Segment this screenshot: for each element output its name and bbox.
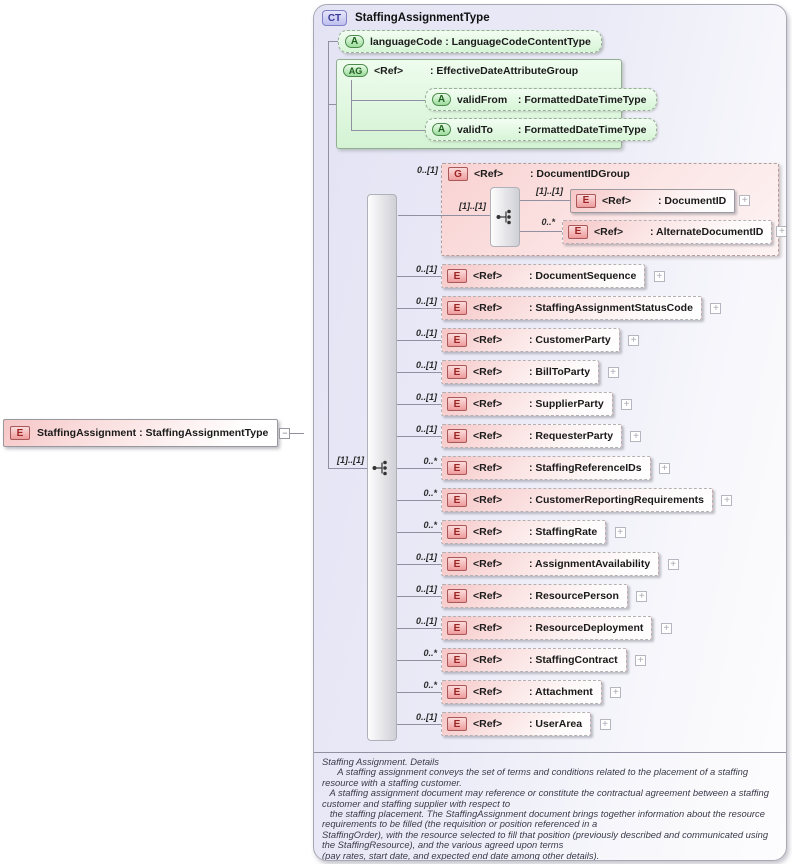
expand-icon[interactable]: + <box>608 367 619 378</box>
cardinality-label: 0..* <box>423 648 437 658</box>
collapse-toggle-icon[interactable]: − <box>279 428 290 439</box>
expand-icon[interactable]: + <box>739 195 750 206</box>
sequence-icon <box>495 208 515 226</box>
attribute-validfrom[interactable] <box>425 88 657 111</box>
element-row-8 <box>423 520 732 544</box>
complex-type-badge[interactable]: CT <box>322 10 347 26</box>
element-box-alternatedocumentid[interactable] <box>562 220 772 244</box>
element-type: : DocumentID <box>658 194 727 207</box>
attribute-validto[interactable] <box>425 118 657 141</box>
element-box[interactable] <box>441 392 613 416</box>
cardinality-label: 0..[1] <box>416 165 438 175</box>
element-badge: E <box>447 589 467 603</box>
element-row-0 <box>415 264 732 288</box>
element-box[interactable] <box>441 328 620 352</box>
element-box[interactable] <box>441 552 659 576</box>
expand-icon[interactable]: + <box>635 655 646 666</box>
element-row-12 <box>423 648 732 672</box>
documentation-line: the staffing placement. The StaffingAssignment document brings together information about the resource <box>322 808 765 820</box>
connector-line <box>328 468 372 469</box>
element-box[interactable] <box>441 360 599 384</box>
expand-icon[interactable]: + <box>600 719 611 730</box>
complex-type-header <box>322 10 490 26</box>
element-row-2 <box>415 328 732 352</box>
element-box[interactable] <box>441 520 606 544</box>
element-box[interactable] <box>441 488 713 512</box>
element-badge: E <box>447 397 467 411</box>
ref-label: <Ref> <box>473 654 503 666</box>
ref-label: <Ref> <box>473 622 503 634</box>
ref-label: <Ref> <box>473 334 503 346</box>
element-badge: E <box>447 301 467 315</box>
element-type: : AlternateDocumentID <box>650 225 764 238</box>
expand-icon[interactable]: + <box>636 591 647 602</box>
expand-icon[interactable]: + <box>776 226 787 237</box>
group-badge: G <box>448 167 468 181</box>
root-element-box[interactable] <box>3 419 278 447</box>
element-badge: E <box>447 653 467 667</box>
cardinality-label: 0..* <box>423 456 437 466</box>
element-row-9 <box>415 552 732 576</box>
element-box[interactable] <box>441 616 652 640</box>
ref-label: <Ref> <box>473 462 503 474</box>
attribute-languagecode[interactable] <box>338 30 602 53</box>
ref-label: <Ref> <box>594 225 624 238</box>
attribute-rail-line <box>328 41 329 469</box>
sequence-icon <box>371 459 391 477</box>
element-type: : CustomerParty <box>529 334 611 346</box>
element-badge: E <box>576 194 596 208</box>
cardinality-label: [1]..[1] <box>536 186 563 196</box>
expand-icon[interactable]: + <box>710 303 721 314</box>
expand-icon[interactable]: + <box>721 495 732 506</box>
attribute-badge: A <box>432 93 451 106</box>
expand-icon[interactable]: + <box>621 399 632 410</box>
connector-line <box>351 100 425 101</box>
element-row-documentid <box>536 186 750 213</box>
connector-line <box>442 215 490 216</box>
element-type: : CustomerReportingRequirements <box>529 494 705 506</box>
element-badge: E <box>447 621 467 635</box>
connector-line <box>351 130 425 131</box>
element-badge: E <box>447 333 467 347</box>
element-badge: E <box>447 493 467 507</box>
ref-label: <Ref> <box>473 270 503 282</box>
element-row-alternatedocumentid <box>541 217 787 244</box>
expand-icon[interactable]: + <box>661 623 672 634</box>
element-box[interactable] <box>441 264 645 288</box>
attribute-name: validFrom <box>457 93 508 106</box>
ref-label: <Ref> <box>474 168 504 180</box>
cardinality-label: 0..[1] <box>415 424 437 434</box>
ref-label: <Ref> <box>473 398 503 410</box>
cardinality-label: 0..* <box>541 217 555 227</box>
element-row-14 <box>415 712 732 736</box>
cardinality-label: 0..[1] <box>415 360 437 370</box>
root-element-label: StaffingAssignment : StaffingAssignmentType <box>37 427 269 439</box>
element-type: : RequesterParty <box>529 430 614 442</box>
element-type: : DocumentSequence <box>529 270 637 282</box>
element-row-3 <box>415 360 732 384</box>
group-header <box>448 167 778 181</box>
element-type: : StaffingRate <box>529 526 598 538</box>
documentation-line: StaffingOrder), with the resource selected to fill that position (previously described and communicated using <box>322 828 769 840</box>
element-badge: E <box>447 269 467 283</box>
attribute-type: : LanguageCodeContentType <box>442 35 591 48</box>
element-box[interactable] <box>441 680 602 704</box>
expand-icon[interactable]: + <box>654 271 665 282</box>
element-box[interactable] <box>441 424 622 448</box>
element-type: : StaffingReferenceIDs <box>529 462 642 474</box>
element-box[interactable] <box>441 456 651 480</box>
element-type: : ResourcePerson <box>529 590 619 602</box>
element-type: : StaffingContract <box>529 654 618 666</box>
element-type: : StaffingAssignmentStatusCode <box>529 302 693 314</box>
element-row-7 <box>423 488 732 512</box>
element-badge: E <box>447 429 467 443</box>
element-type: : ResourceDeployment <box>529 622 644 634</box>
attribute-name: validTo <box>457 123 493 136</box>
ref-label: <Ref> <box>473 686 503 698</box>
element-badge: E <box>447 557 467 571</box>
element-type: : BillToParty <box>529 366 591 378</box>
element-type: : UserArea <box>529 718 583 730</box>
element-type: : AssignmentAvailability <box>529 558 651 570</box>
attribute-badge: A <box>432 123 451 136</box>
complex-type-title: StaffingAssignmentType <box>355 12 490 24</box>
connector-line <box>351 80 352 130</box>
ref-label: <Ref> <box>473 302 503 314</box>
element-badge: E <box>447 461 467 475</box>
documentation-line: A staffing assignment document may reference or constitute the contractual agreement between a staffing <box>322 787 769 799</box>
element-type: : SupplierParty <box>529 398 604 410</box>
root-element-row <box>3 419 304 447</box>
element-box-documentid[interactable] <box>570 189 735 213</box>
element-row-5 <box>415 424 732 448</box>
documentation-line: (pay rates, start date, and expected end date among other details). <box>322 849 600 861</box>
element-row-6 <box>423 456 732 480</box>
element-badge: E <box>447 525 467 539</box>
attribute-group-type: : EffectiveDateAttributeGroup <box>430 64 579 77</box>
element-box[interactable] <box>441 296 702 320</box>
element-box[interactable] <box>441 584 628 608</box>
cardinality-label: 0..[1] <box>415 616 437 626</box>
documentation-line: Staffing Assignment. Details <box>322 756 439 767</box>
expand-icon[interactable]: + <box>628 335 639 346</box>
cardinality-label: 0..[1] <box>415 712 437 722</box>
element-box[interactable] <box>441 712 591 736</box>
cardinality-label: 0..[1] <box>415 328 437 338</box>
element-box[interactable] <box>441 648 627 672</box>
cardinality-label: 0..* <box>423 488 437 498</box>
element-row-11 <box>415 616 732 640</box>
element-badge: E <box>447 685 467 699</box>
element-row-13 <box>423 680 732 704</box>
ref-label: <Ref> <box>374 64 404 77</box>
connector-line <box>328 41 338 42</box>
ref-label: <Ref> <box>602 194 632 207</box>
attribute-group-badge: AG <box>343 64 368 77</box>
element-type: : Attachment <box>529 686 593 698</box>
cardinality-label: 0..* <box>423 680 437 690</box>
attribute-group-header <box>343 64 613 77</box>
cardinality-label: 0..[1] <box>415 584 437 594</box>
ref-label: <Ref> <box>473 430 503 442</box>
connector-line <box>290 433 304 434</box>
cardinality-label: 0..[1] <box>415 392 437 402</box>
sequence-cardinality-label: [1]..[1] <box>337 455 364 465</box>
group-type: : DocumentIDGroup <box>530 168 630 180</box>
documentation-line: resource with a staffing customer. <box>322 776 462 788</box>
attribute-name: languageCode <box>370 35 443 48</box>
ref-label: <Ref> <box>473 366 503 378</box>
attribute-badge: A <box>345 35 364 48</box>
cardinality-label: [1]..[1] <box>459 201 486 211</box>
element-badge: E <box>447 365 467 379</box>
cardinality-label: 0..* <box>423 520 437 530</box>
element-row-10 <box>415 584 732 608</box>
complex-type-container <box>313 4 787 861</box>
expand-icon[interactable]: + <box>630 431 641 442</box>
element-row-1 <box>415 296 732 320</box>
documentation-line: A staffing assignment conveys the set of terms and conditions related to the placement of a staffing <box>322 766 749 778</box>
element-badge: E <box>10 426 30 440</box>
attribute-type: : FormattedDateTimeType <box>515 123 647 136</box>
ref-label: <Ref> <box>473 558 503 570</box>
expand-icon[interactable]: + <box>668 559 679 570</box>
documentation-text <box>322 757 782 861</box>
expand-icon[interactable]: + <box>659 463 670 474</box>
documentation-separator <box>314 752 787 753</box>
ref-label: <Ref> <box>473 526 503 538</box>
ref-label: <Ref> <box>473 590 503 602</box>
ref-label: <Ref> <box>473 494 503 506</box>
group-documentidgroup[interactable] <box>416 163 785 256</box>
expand-icon[interactable]: + <box>615 527 626 538</box>
element-badge: E <box>447 717 467 731</box>
documentation-line: customer and staffing supplier with respect to <box>322 797 511 809</box>
connector-line <box>328 104 336 105</box>
cardinality-label: 0..[1] <box>415 264 437 274</box>
ref-label: <Ref> <box>473 718 503 730</box>
cardinality-label: 0..[1] <box>415 296 437 306</box>
attribute-type: : FormattedDateTimeType <box>515 93 647 106</box>
element-badge: E <box>568 225 588 239</box>
element-rows <box>415 264 732 744</box>
cardinality-label: 0..[1] <box>415 552 437 562</box>
documentation-line: requirements to be filled (the requisition or position referenced in a <box>322 818 598 830</box>
element-row-4 <box>415 392 732 416</box>
documentation-line: the StaffingResource), and the various agreed upon terms <box>322 839 564 851</box>
attribute-group-effectivedate[interactable] <box>336 59 647 149</box>
expand-icon[interactable]: + <box>610 687 621 698</box>
